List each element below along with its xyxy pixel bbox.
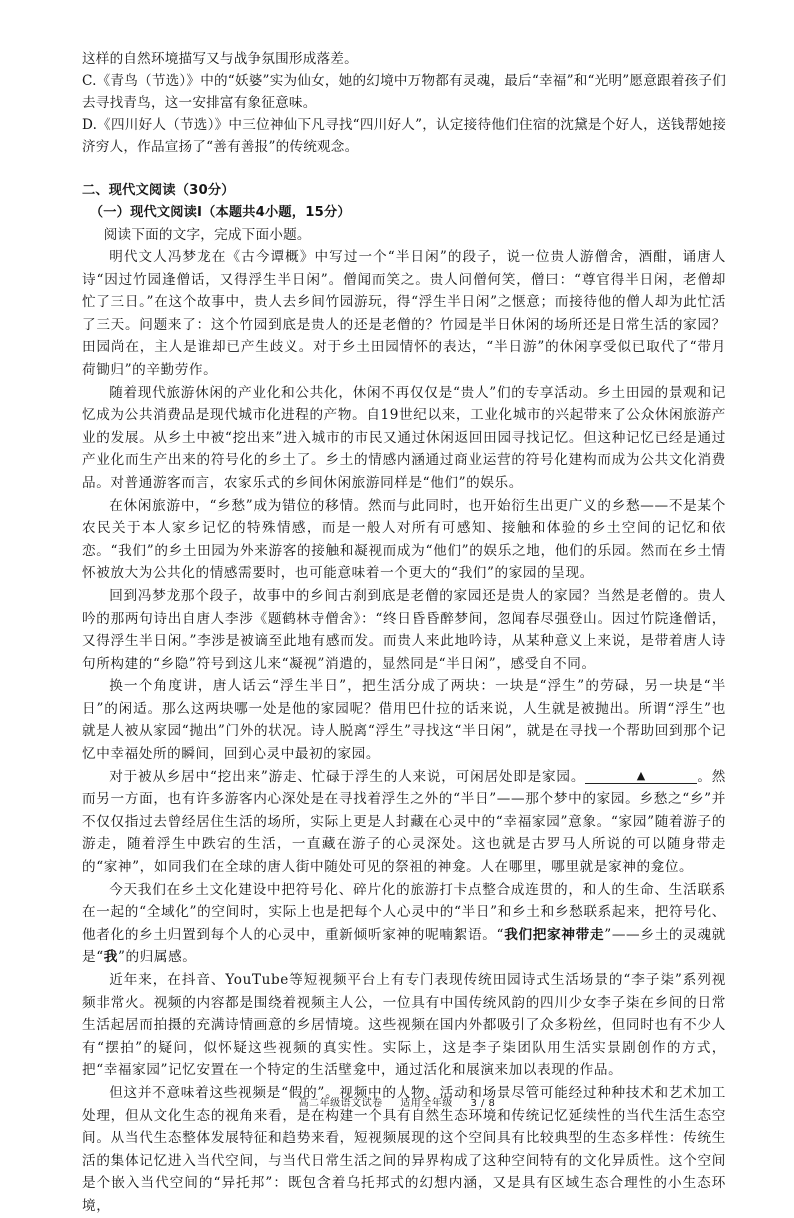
passage-paragraph-7 xyxy=(82,879,726,969)
reading-passage xyxy=(82,246,726,1218)
p6-text-before: 对于被从乡居中“挖出来”游走、忙碌于浮生的人来说，可闲居处即是家园。 xyxy=(109,768,586,785)
p7-emphasis-2: 我 xyxy=(103,949,118,966)
passage-paragraph-4: 回到冯梦龙那个段子，故事中的乡间古刹到底是老僧的家园还是贵人的家园？当然是老僧的。贵人吟的那两句诗出自唐人李涉《题鹤林寺僧舍》：“终日昏昏醉梦间，忽闻春尽强登山。因过竹院逢僧话，又得浮生半日闲。”李涉是被谪至此地有感而发。而贵人来此地吟诗，从某种意义上来说，是带着唐人诗句所构建的“乡隐”符号到这儿来“凝视”消遣的，显然同是“半日闲”，感受自不同。 xyxy=(82,587,726,672)
previous-question-tail: 这样的自然环境描写又与战争氛围形成落差。 xyxy=(82,51,358,67)
triangle-marker: ▲ xyxy=(636,768,646,782)
passage-paragraph-3: 在休闲旅游中，“乡愁”成为错位的移情。然而与此同时，也开始衍生出更广义的乡愁——不是某个农民关于本人家乡记忆的特殊情感，而是一般人对所有可感知、接触和体验的乡土空间的记忆和依恋。“我们”的乡土田园为外来游客的接触和凝视而成为“他们”的娱乐之地，他们的乐园。然而在乡土情怀被放大为公共化的情感需要时，也可能意味着一个更大的“我们”的家园的呈现。 xyxy=(82,497,726,582)
instruction: 阅读下面的文字，完成下面小题。 xyxy=(103,227,311,243)
page-number: 3 / 8 xyxy=(470,1098,496,1109)
fill-in-blank xyxy=(585,768,697,784)
p7-emphasis: 我们把家神带走 xyxy=(504,926,605,943)
passage-paragraph-2: 随着现代旅游休闲的产业化和公共化，休闲不再仅仅是“贵人”们的专享活动。乡土田园的景观和记忆成为公共消费品是现代城市化进程的产物。自19世纪以来，工业化城市的兴起带来了公众休闲旅游产业的发展。从乡土中被“挖出来”进入城市的市民又通过休闲返回田园寻找记忆。但这种记忆已经是通过产业化而生产出来的符号化的乡土了。乡土的情感内涵通过商业运营的符号化建构而成为公共文化消费品。对普通游客而言，农家乐式的乡间休闲旅游同样是“他们”的娱乐。 xyxy=(82,384,726,491)
option-c: C.《青鸟（节选）》中的“妖婆”实为仙女，她的幻境中万物都有灵魂，最后“幸福”和“光明”愿意跟着孩子们去寻找青鸟，这一安排富有象征意味。 xyxy=(82,73,726,111)
page-footer xyxy=(0,1094,794,1109)
footer-scope: 适用全年级 xyxy=(400,1098,453,1109)
p7-text-before: 今天我们在乡土文化建设中把符号化、碎片化的旅游打卡点整合成连贯的，和人的生命、生活联系在一起的“全域化”的空间时，实际上也是把每个人心灵中的“半日”和乡土和乡愁联系起来，把符号化、他者化的乡土归置到每个人的心灵中，重新倾听家神的呢喃絮语。“ xyxy=(82,881,726,943)
subsection-title: （一）现代文阅读Ⅰ（本题共4小题，15分） xyxy=(89,205,351,220)
footer-exam-name: 高二年级语文试卷 xyxy=(298,1098,383,1109)
option-d: D.《四川好人（节选）》中三位神仙下凡寻找“四川好人”，认定接待他们住宿的沈黛是个好人，送钱帮她接济穷人，作品宣扬了“善有善报”的传统观念。 xyxy=(82,117,726,155)
passage-paragraph-8: 近年来，在抖音、YouTube等短视频平台上有专门表现传统田园诗式生活场景的“李子柒”系列视频非常火。视频的内容都是围绕着视频主人公，一位具有中国传统风韵的四川少女李子柒在乡间的日常生活起居而拍摄的充满诗情画意的乡居情境。这些视频在国内外都吸引了众多粉丝，但同时也有不少人有“摆拍”的疑问，似怀疑这些视频的真实性。实际上，这是李子柒团队用生活实景剧创作的方式，把“幸福家园”记忆安置在一个特定的生活壁龛中，通过活化和展演来加以表现的作品。 xyxy=(82,972,726,1079)
section-title: 二、现代文阅读（30分） xyxy=(82,183,235,198)
passage-paragraph-5: 换一个角度讲，唐人话云“浮生半日”，把生活分成了两块：一块是“浮生”的劳碌，另一块是“半日”的闲适。那么这两块哪一处是他的家园呢？借用巴什拉的话来说，人生就是被抛出。所谓“浮生”也就是人被从家园“抛出”门外的状况。诗人脱离“浮生”寻找这“半日闲”，就是在寻找一个帮助回到那个记忆中幸福处所的瞬间，回到心灵中最初的家园。 xyxy=(82,678,726,763)
p6-text-after: 。然而另一方面，也有许多游客内心深处是在寻找着浮生之外的“半日”——那个梦中的家园。乡愁之“乡”并不仅仅指过去曾经居住生活的场所，实际上更是人封藏在心灵中的“幸福家园”意象。“家园”随着游子的游走，随着浮生中跌宕的生活，一直藏在游子的心灵深处。这也就是古罗马人所说的可以随身带走的“家神”，如同我们在全球的唐人街中随处可见的祭祖的神龛。人在哪里，哪里就是家神的龛位。 xyxy=(82,768,727,876)
page-content xyxy=(82,48,726,1218)
passage-paragraph-9: 但这并不意味着这些视频是“假的”。视频中的人物、活动和场景尽管可能经过种种技术和艺术加工处理，但从文化生态的视角来看，是在构建一个具有自然生态环境和传统记忆延续性的当代生活生态空间。从当代生态整体发展特征和趋势来看，短视频展现的这个空间具有比较典型的生态多样性：传统生活的集体记忆进入当代空间，与当代日常生活之间的异界构成了这种空间特有的文化异质性。这个空间是个嵌入当代空间的“异托邦”：既包含着乌托邦式的幻想内涵，又是具有区域生态合理性的小生态环境， xyxy=(82,1084,726,1214)
passage-paragraph-1: 明代文人冯梦龙在《古今谭概》中写过一个“半日闲”的段子，说一位贵人游僧舍，酒酣，诵唐人诗“因过竹园逢僧话，又得浮生半日闲”。僧闻而笑之。贵人问僧何笑，僧曰：“尊官得半日闲，老僧却忙了三日。”在这个故事中，贵人去乡间竹园游玩，得“浮生半日闲”之惬意；而接待他的僧人却为此忙活了三天。问题来了：这个竹园到底是贵人的还是老僧的？竹园是半日休闲的场所还是日常生活的家园？田园尚在，主人是谁却已产生歧义。对于乡土田园情怀的表达，“半日游”的休闲享受似已取代了“带月荷锄归”的辛勤劳作。 xyxy=(82,249,726,378)
p7-text-after: ”的归属感。 xyxy=(117,949,197,966)
p7-text-mid: ”——乡土的灵魂就是“ xyxy=(82,926,726,966)
passage-paragraph-6 xyxy=(82,766,726,879)
